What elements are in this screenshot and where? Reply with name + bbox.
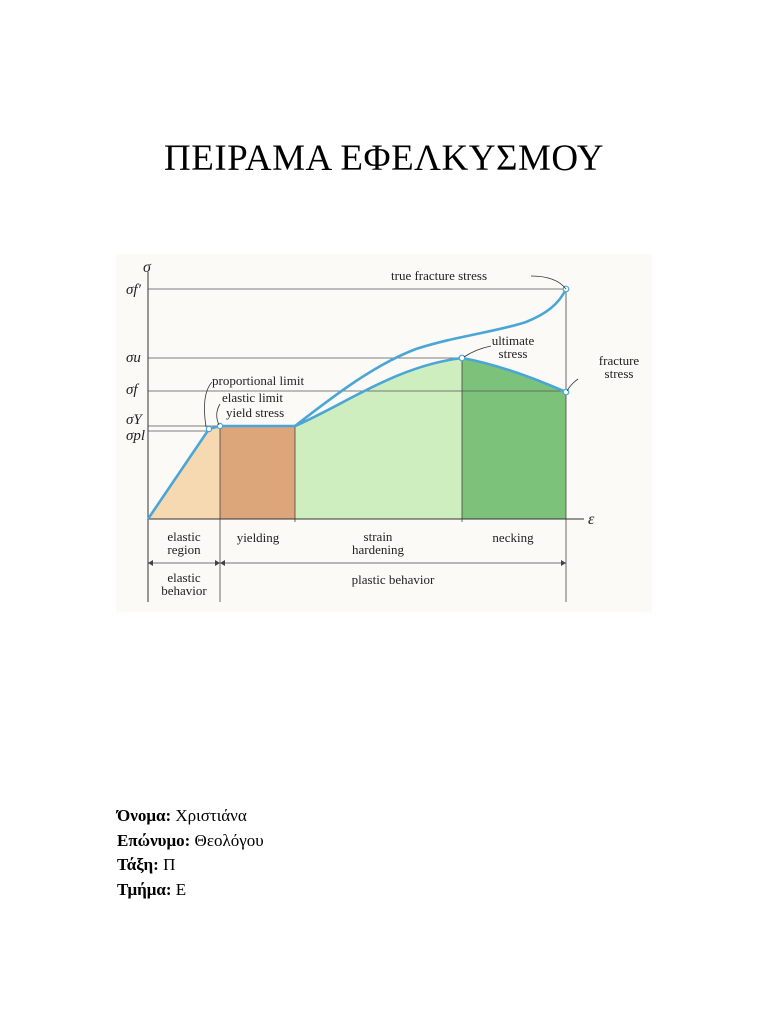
document-title: ΠΕΙΡΑΜΑ ΕΦΕΛΚΥΣΜΟΥ <box>164 138 604 179</box>
surname-value: Θεολόγου <box>194 830 264 850</box>
ultimate-stress-label-line2: stress <box>498 346 528 361</box>
yielding-label: yielding <box>236 530 280 545</box>
fracture-stress-label-line2: stress <box>604 366 634 381</box>
surname-label: Επώνυμο: <box>117 830 191 850</box>
sigma-u-label: σu <box>126 350 141 366</box>
fracture-stress-label-line1: fracture <box>598 353 640 368</box>
stress-strain-svg <box>116 254 652 612</box>
class-value: Π <box>163 855 176 874</box>
elastic-behavior-label-line1: elastic <box>167 570 201 585</box>
elastic-limit-point <box>217 423 222 428</box>
department-row <box>117 878 264 903</box>
strain-hardening-label-line1: strain <box>363 529 393 544</box>
department-label: Τμήμα: <box>117 879 172 899</box>
necking-fill <box>462 358 566 519</box>
strain-hardening-fill <box>295 358 462 519</box>
elastic-behavior-label-line2: behavior <box>161 583 207 598</box>
ultimate-stress-point <box>459 355 465 361</box>
stress-strain-diagram <box>116 254 652 612</box>
class-label: Τάξη: <box>117 855 159 874</box>
yield-stress-label: yield stress <box>226 405 285 420</box>
ultimate-stress-label-line1: ultimate <box>491 333 535 348</box>
x-axis-symbol: ε <box>588 511 595 528</box>
yielding-region-fill <box>220 426 295 519</box>
sigma-y-label: σY <box>126 412 142 428</box>
surname-row <box>117 829 264 854</box>
name-label: Όνομα: <box>117 806 172 825</box>
elastic-limit-label: elastic limit <box>222 390 284 405</box>
plastic-behavior-label: plastic behavior <box>351 572 435 587</box>
elastic-region-label-line2: region <box>167 542 201 557</box>
proportional-limit-label: proportional limit <box>212 373 305 388</box>
name-row <box>117 804 264 829</box>
sigma-pl-label: σpl <box>126 428 146 444</box>
proportional-limit-point <box>206 426 211 431</box>
sigma-f-true-label: σf′ <box>126 282 141 298</box>
class-row <box>117 853 264 878</box>
elastic-region-label-line1: elastic <box>167 529 201 544</box>
necking-label: necking <box>492 530 534 545</box>
department-value: Ε <box>175 879 187 899</box>
strain-hardening-label-line2: hardening <box>352 542 404 557</box>
sigma-f-label: σf <box>126 382 138 398</box>
student-info <box>117 804 264 902</box>
y-axis-symbol: σ <box>143 259 151 276</box>
name-value: Χριστιάνα <box>175 806 247 825</box>
true-fracture-stress-label: true fracture stress <box>391 268 488 283</box>
